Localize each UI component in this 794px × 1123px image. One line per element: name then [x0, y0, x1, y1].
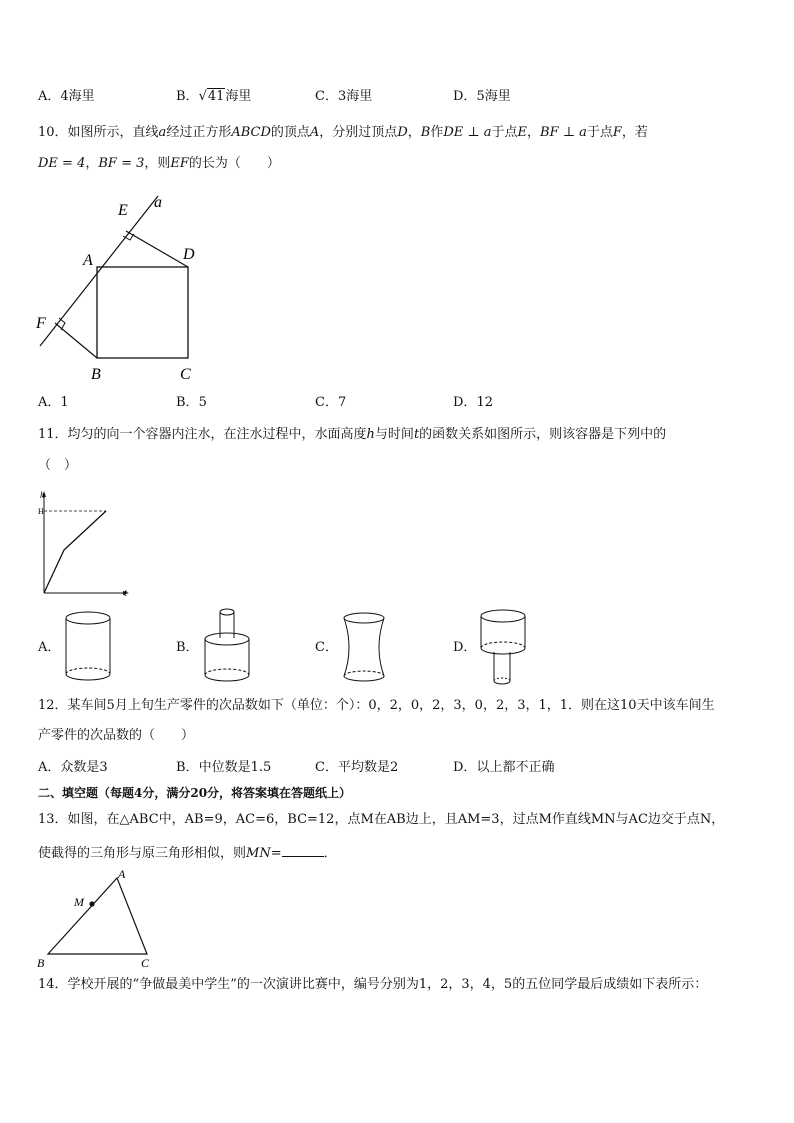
label-b: B	[37, 956, 45, 970]
q10-option-b: B．5	[176, 395, 207, 410]
q9-option-a: A．4海里	[38, 89, 95, 104]
segment-de	[126, 231, 188, 267]
q13-triangle-figure	[34, 866, 160, 972]
line-a	[40, 196, 158, 346]
label-c: C	[180, 366, 191, 383]
q13-stem-line2: 使截得的三角形与原三角形相似，则MN= ．	[38, 843, 337, 863]
q10-option-c: C．7	[315, 395, 347, 410]
square-abcd	[97, 267, 188, 358]
segment-bf	[55, 323, 97, 358]
q11-container-c	[338, 608, 390, 690]
q11-option-a-label: A．	[38, 640, 61, 655]
q9-option-d: D．5海里	[453, 89, 511, 104]
q12-option-d: D．以上都不正确	[453, 760, 555, 775]
label-t: t	[124, 587, 128, 599]
label-H: H	[38, 507, 44, 516]
q11-container-a	[60, 608, 116, 690]
q11-option-d-label: D．	[453, 640, 477, 655]
q12-stem-line1: 12．某车间5月上旬生产零件的次品数如下（单位：个）：0，2，0，2，3，0，2，3，1，1．则在这10天中该车间生	[38, 698, 715, 713]
q11-container-b	[198, 604, 258, 690]
label-b: B	[91, 366, 101, 383]
q13-stem-line1: 13．如图，在△ABC中，AB=9，AC=6，BC=12，点M在AB边上，且AM=3，过点M作直线MN与AC边交于点N，	[38, 812, 725, 827]
q11-option-c-label: C．	[315, 640, 338, 655]
q10-square-figure	[30, 188, 210, 388]
water-curve	[44, 511, 106, 593]
q11-stem-line1: 11．均匀的向一个容器内注水，在注水过程中，水面高度h与时间t的函数关系如图所示，则该容器是下列中的	[38, 427, 667, 442]
q12-option-c: C．平均数是2	[315, 760, 399, 775]
label-a: A	[83, 252, 93, 269]
label-d: D	[183, 246, 195, 263]
q10-stem-line2: DE = 4，BF = 3，则EF的长为（ ）	[38, 156, 280, 171]
label-h: h	[40, 490, 45, 500]
sqrt-symbol: √	[198, 89, 207, 104]
q12-option-b: B．中位数是1.5	[176, 760, 272, 775]
point-m	[89, 901, 94, 906]
q10-stem-line1: 10．如图所示，直线a经过正方形ABCD的顶点A，分别过顶点D，B作DE ⊥ a于点E，BF ⊥ a于点F，若	[38, 125, 648, 140]
q10-option-a: A．1	[38, 395, 69, 410]
label-c: C	[141, 956, 150, 970]
q14-stem-line1: 14．学校开展的“争做最美中学生”的一次演讲比赛中，编号分别为1，2，3，4，5的五位同学最后成绩如下表所示：	[38, 977, 708, 992]
q12-stem-line2: 产零件的次品数的（ ）	[38, 728, 195, 743]
label-f: F	[36, 315, 46, 332]
section-heading-fill-in: 二、填空题（每题4分，满分20分，将答案填在答题纸上）	[38, 786, 352, 800]
label-e: E	[118, 202, 128, 219]
q11-stem-line2: （ ）	[38, 458, 78, 473]
label-m: M	[74, 895, 84, 909]
q11-water-graph	[34, 488, 144, 600]
triangle-abc	[48, 878, 147, 954]
q11-container-d	[475, 604, 531, 690]
q12-option-a: A．众数是3	[38, 760, 108, 775]
label-a: A	[118, 867, 126, 881]
q9-option-c: C．3海里	[315, 89, 373, 104]
q9-option-b: B．√41海里	[176, 89, 252, 104]
q11-option-b-label: B．	[176, 640, 199, 655]
label-a-line: a	[154, 194, 162, 211]
answer-blank[interactable]	[282, 843, 324, 857]
q10-option-d: D．12	[453, 395, 493, 410]
